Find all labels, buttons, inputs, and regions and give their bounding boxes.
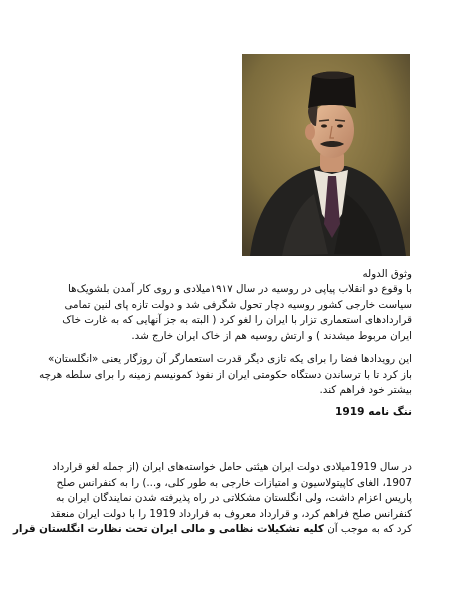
paragraph-line: پاریس اعزام داشت، ولی انگلستان مشکلاتی در راه پذیرفته شدن نمایندگان ایران به bbox=[55, 492, 412, 504]
section-heading bbox=[58, 405, 412, 421]
paragraph-line: بیشتر خود فراهم کند. bbox=[319, 384, 412, 396]
caption-text: وثوق الدوله bbox=[362, 268, 412, 280]
paragraph-line: در سال 1919میلادی دولت ایران هیئتی حامل خواسته‌های ایران (از جمله لغو قرارداد bbox=[52, 461, 412, 473]
paragraph-line: باز کرد تا با ترساندن دستگاه حکومتی ایران از نفوذ کمونیسم زمینه را برای سلطه هرچه bbox=[39, 368, 412, 381]
paragraph-3 bbox=[12, 460, 412, 538]
paragraph-line: ایران مربوط میشدند ) و ارتش روسیه هم از خاک ایران خارج شد. bbox=[131, 329, 412, 342]
paragraph-line: سیاست خارجی کشور روسیه دچار تحول شگرفی شد و دولت تازه پای لنین تمامی bbox=[64, 298, 412, 311]
paragraph-line: با وقوع دو انقلاب پیاپی در روسیه در سال ۱۹۱۷میلادی و روی کار آمدن بلشویک‌ها bbox=[68, 283, 412, 295]
paragraph-text-plain: کرد که به موجب آن bbox=[323, 523, 412, 535]
paragraph-2 bbox=[39, 352, 412, 399]
paragraph-line: کنفرانس صلح فراهم کرد، و قرارداد معروف به قرارداد 1919 را با دولت ایران منعقد bbox=[50, 507, 412, 520]
portrait-painting bbox=[242, 54, 410, 256]
paragraph-line: این رویدادها فضا را برای یکه تازی دیگر قدرت استعمارگر آن روزگار یعنی «انگلستان» bbox=[47, 353, 412, 365]
paragraph-1 bbox=[58, 282, 412, 344]
paragraph-line: قراردادهای استعماری تزار با ایران را لغو کرد ( البته به جز آنهایی که به غارت خاک bbox=[62, 314, 412, 326]
portrait-image bbox=[242, 54, 410, 256]
paragraph-line: 1907، الغای کاپیتولاسیون و امتیازات خارجی به طور کلی، و...) را به کنفرانس صلح bbox=[56, 476, 412, 489]
paragraph-line-last bbox=[12, 522, 412, 538]
section-heading-text: ننگ نامه 1919 bbox=[335, 406, 412, 418]
portrait-caption bbox=[58, 267, 412, 283]
paragraph-text-bold: کلیه تشکیلات نظامی و مالی ایران تحت نظارت انگلستان قرار bbox=[12, 523, 324, 535]
